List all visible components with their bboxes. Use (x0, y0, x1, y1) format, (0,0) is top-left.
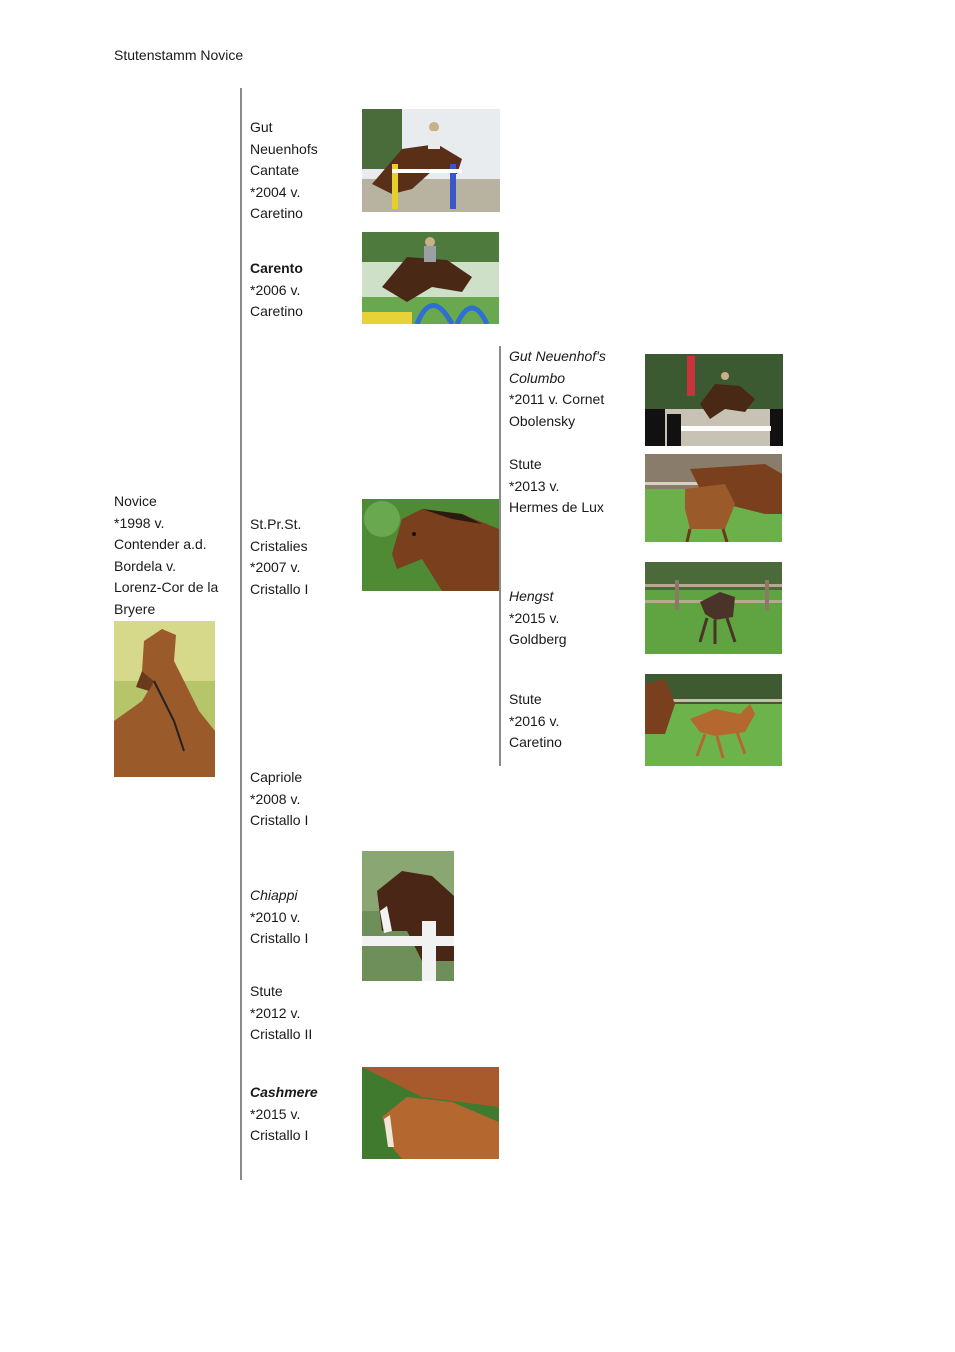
horse-head-photo (362, 499, 499, 591)
grandchild-line: *2013 v. (509, 477, 560, 494)
mare-foal-photo (645, 454, 782, 542)
foal-pasture-photo (645, 562, 782, 654)
grandchild-name: Stute (509, 456, 542, 472)
offspring-line: Neuenhofs (250, 140, 318, 157)
grandchild-entry (509, 454, 639, 519)
offspring-line: Cantate (250, 162, 300, 178)
offspring-line: Cristallo I (250, 930, 309, 946)
offspring-line: Cristalies (250, 537, 308, 554)
horse-head-fence-photo (362, 851, 454, 981)
offspring-name: Gut (250, 119, 273, 135)
page-title: Stutenstamm Novice (114, 47, 244, 63)
grandchild-entry (509, 346, 639, 432)
offspring-line: Cristallo I (250, 1127, 309, 1143)
grandchild-entry (509, 689, 639, 754)
grandchild-entry (509, 586, 639, 651)
offspring-line: Cristallo II (250, 1026, 313, 1042)
offspring-name: Carento (250, 260, 303, 276)
grandchild-line: *2011 v. Cornet (509, 391, 605, 407)
offspring-entry (250, 258, 355, 323)
foal-running-photo (645, 674, 782, 766)
offspring-entry (250, 981, 355, 1046)
offspring-line: *2012 v. (250, 1004, 301, 1021)
grandchild-line: Goldberg (509, 631, 567, 647)
show-jumping-photo (645, 354, 783, 446)
root-line: Contender a.d. (114, 536, 207, 552)
offspring-entry (250, 767, 355, 832)
offspring-line: *2008 v. (250, 790, 301, 807)
offspring-line: *2010 v. (250, 908, 301, 925)
offspring-name: Stute (250, 983, 283, 999)
offspring-name: Capriole (250, 769, 303, 785)
grandchild-line: *2015 v. (509, 609, 560, 626)
offspring-line: Cristallo I (250, 580, 309, 597)
grandchild-name: Stute (509, 691, 542, 707)
offspring-entry (250, 885, 355, 950)
grandchild-line: Obolensky (509, 412, 576, 429)
root-line: Bordela v. (114, 557, 176, 574)
offspring-line: *2004 v. (250, 183, 301, 200)
root-line: Bryere (114, 600, 156, 617)
offspring-line: Caretino (250, 303, 303, 319)
grandchildren-line (499, 346, 501, 766)
offspring-name: Chiappi (250, 887, 298, 903)
grandchild-name: Hengst (509, 588, 554, 604)
root-line: *1998 v. (114, 514, 165, 531)
offspring-entry (250, 1082, 355, 1147)
show-jumping-photo (362, 232, 499, 324)
root-line: Lorenz-Cor de la (114, 579, 219, 595)
root-entry (114, 491, 239, 620)
offspring-entry (250, 117, 355, 225)
offspring-line: *2007 v. (250, 559, 301, 575)
offspring-name: St.Pr.St. (250, 516, 302, 532)
offspring-entry (250, 514, 355, 600)
grandchild-line: *2016 v. (509, 712, 560, 729)
offspring-name: Cashmere (250, 1084, 318, 1100)
grandchild-line: Hermes de Lux (509, 499, 604, 515)
grandchild-line: Caretino (509, 734, 562, 750)
offspring-line: Caretino (250, 205, 303, 221)
grandchild-name: Gut Neuenhof's (509, 348, 606, 364)
grandchild-line: Columbo (509, 369, 566, 386)
horse-portrait-photo (114, 621, 215, 777)
foal-photo (362, 1067, 499, 1159)
offspring-line (240, 88, 242, 1180)
root-name: Novice (114, 493, 157, 509)
offspring-line: Cristallo I (250, 812, 309, 828)
offspring-line: *2006 v. (250, 281, 301, 298)
offspring-line: *2015 v. (250, 1105, 301, 1122)
show-jumping-photo (362, 109, 500, 212)
